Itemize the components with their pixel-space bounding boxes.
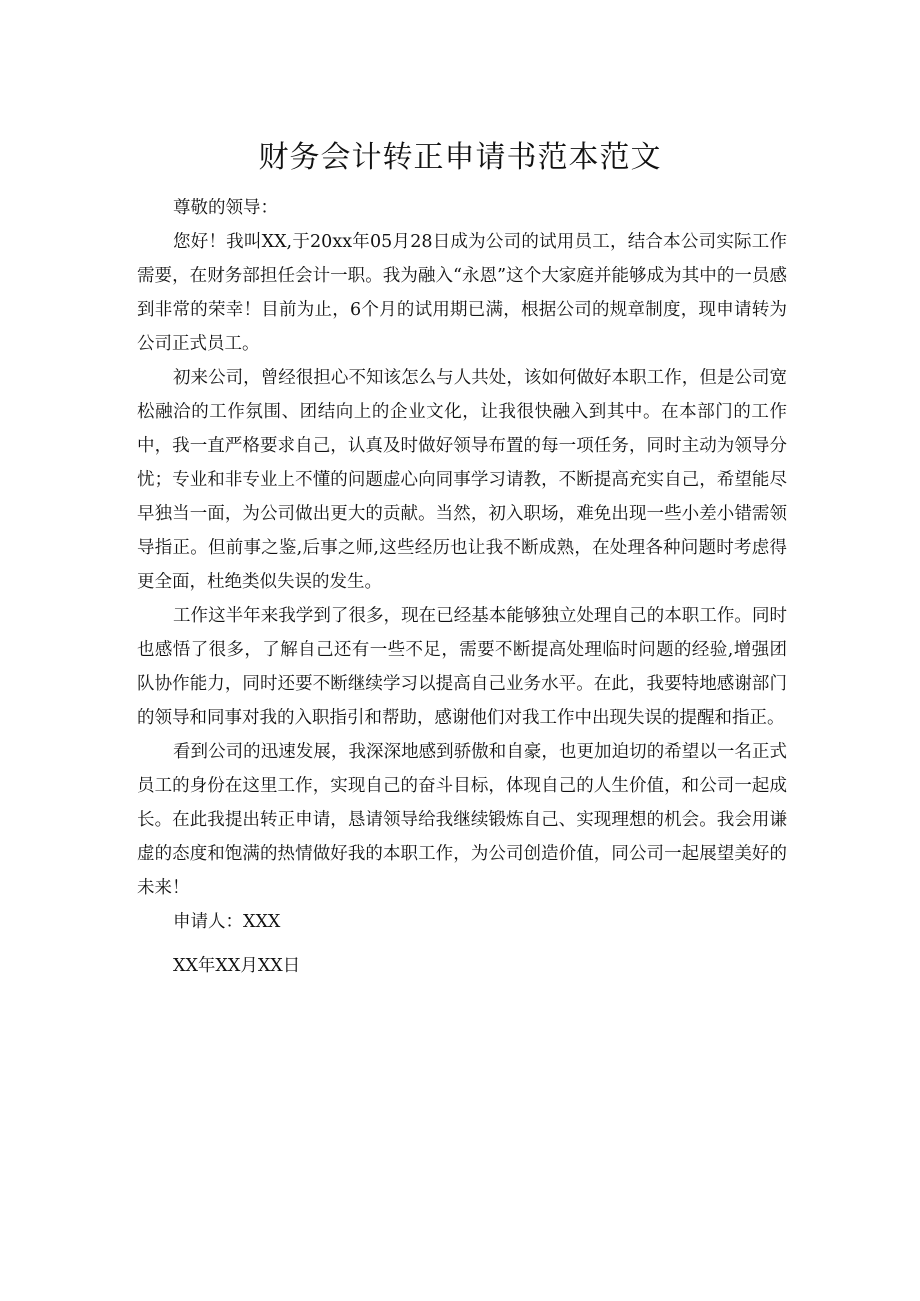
paragraph-3: 工作这半年来我学到了很多，现在已经基本能够独立处理自己的本职工作。同时也感悟了很多，了解自己还有一些不足，需要不断提高处理临时问题的经验,增强团队协作能力，同时还要不断继续学习以提高自己业务水平。在此，我要特地感谢部门的领导和同事对我的入职指引和帮助，感谢他们对我工作中出现失误的提醒和指正。 xyxy=(137,606,787,728)
paragraph-4: 看到公司的迅速发展，我深深地感到骄傲和自豪，也更加迫切的希望以一名正式员工的身份在这里工作，实现自己的奋斗目标，体现自己的人生价值，和公司一起成长。在此我提出转正申请，恳请领导给我继续锻炼自己、实现理想的机会。我会用谦虚的态度和饱满的热情做好我的本职工作，为公司创造价值，同公司一起展望美好的未来！ xyxy=(137,742,787,898)
applicant-line: 申请人：XXX xyxy=(173,912,281,932)
document-title: 财务会计转正申请书范本范文 xyxy=(258,140,662,175)
greeting: 尊敬的领导： xyxy=(173,198,278,218)
document-body xyxy=(137,191,787,983)
date-line: XX年XX月XX日 xyxy=(173,956,301,976)
paragraph-2: 初来公司，曾经很担心不知该怎么与人共处，该如何做好本职工作，但是公司宽松融洽的工作氛围、团结向上的企业文化，让我很快融入到其中。在本部门的工作中，我一直严格要求自己，认真及时做好领导布置的每一项任务，同时主动为领导分忧；专业和非专业上不懂的问题虚心向同事学习请教，不断提高充实自己，希望能尽早独当一面，为公司做出更大的贡献。当然，初入职场，难免出现一些小差小错需领导指正。但前事之鉴,后事之师,这些经历也让我不断成熟，在处理各种问题时考虑得更全面，杜绝类似失误的发生。 xyxy=(137,368,787,592)
paragraph-1: 您好！我叫XX,于20xx年05月28日成为公司的试用员工，结合本公司实际工作需要，在财务部担任会计一职。我为融入“永恩”这个大家庭并能够成为其中的一员感到非常的荣幸！目前为止，6个月的试用期已满，根据公司的规章制度，现申请转为公司正式员工。 xyxy=(137,232,787,354)
